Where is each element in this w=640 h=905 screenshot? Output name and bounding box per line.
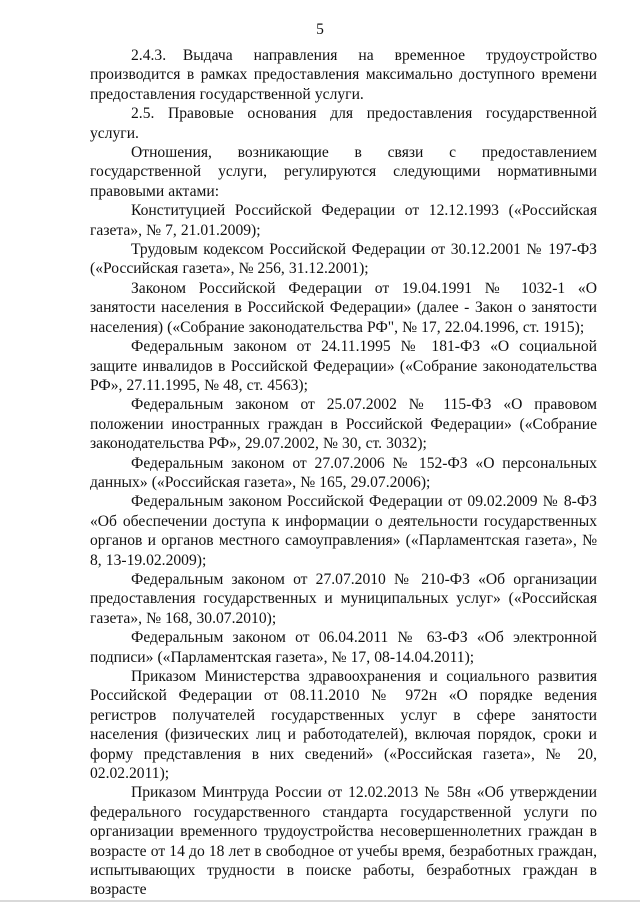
paragraph-2-5-heading: 2.5. Правовые основания для предоставления государственной услуги. bbox=[90, 105, 597, 142]
paragraph-employment-law: Законом Российской Федерации от 19.04.1991 № 1032-1 «О занятости населения в Российской Федерации» (далее - Закон о занятости населения) («Собрание законодательства РФ", № 17, 22.04.1996, ст. 1915); bbox=[90, 279, 597, 336]
paragraph-ministry-order-972n: Приказом Министерства здравоохранения и социального развития Российской Федерации от 08.11.2010 № 972н «О порядке ведения регистров получателей государственных услуг в сфере занятости населения (физических лиц и работодателей), включая порядок, сроки и форму представления в них сведений» («Российская газета», № 20, 02.02.2011); bbox=[90, 668, 597, 783]
paragraph-public-services-law: Федеральным законом от 27.07.2010 № 210-ФЗ «Об организации предоставления государственных и муниципальных услуг» («Российская газета», № 168, 30.07.2010); bbox=[90, 570, 597, 627]
paragraph-constitution: Конституцией Российской Федерации от 12.12.1993 («Российская газета», № 7, 21.01.2009); bbox=[90, 202, 597, 239]
page-bottom-edge bbox=[0, 900, 640, 902]
paragraph-disabled-protection-law: Федеральным законом от 24.11.1995 № 181-ФЗ «О социальной защите инвалидов в Российской Федерации» («Собрание законодательства РФ», 27.11.1995, № 48, ст. 4563); bbox=[90, 338, 597, 394]
paragraph-foreign-citizens-law: Федеральным законом от 25.07.2002 № 115-ФЗ «О правовом положении иностранных граждан в Российской Федерации» («Собрание законодательства РФ», 29.07.2002, № 30, ст. 3032); bbox=[90, 396, 597, 453]
paragraph-labor-code: Трудовым кодексом Российской Федерации от 30.12.2001 № 197-ФЗ («Российская газета», № 256, 31.12.2001); bbox=[90, 241, 597, 278]
paragraph-personal-data-law: Федеральным законом от 27.07.2006 № 152-ФЗ «О персональных данных» («Российская газета», № 165, 29.07.2006); bbox=[90, 454, 597, 491]
page-number: 5 bbox=[316, 21, 324, 38]
paragraph-mintrud-order-58n: Приказом Минтруда России от 12.02.2013 № 58н «Об утверждении федерального государственного стандарта государственной услуги по организации временного трудоустройства несовершеннолетних граждан в возрасте от 14 до 18 лет в свободное от учебы время, безработных граждан, испытывающих трудности в поиске работы, безработных граждан в возрасте bbox=[90, 784, 597, 899]
paragraph-information-access-law: Федеральным законом Российской Федерации от 09.02.2009 № 8-ФЗ «Об обеспечении доступа к информации о деятельности государственных органов и органов местного самоуправления» («Парламентская газета», № 8, 13-19.02.2009); bbox=[90, 493, 597, 569]
paragraph-electronic-signature-law: Федеральным законом от 06.04.2011 № 63-ФЗ «Об электронной подписи» («Парламентская газета», № 17, 08-14.04.2011); bbox=[90, 629, 597, 666]
paragraph-legal-relations: Отношения, возникающие в связи с предоставлением государственной услуги, регулируются следующими нормативными правовыми актами: bbox=[90, 144, 597, 200]
paragraph-2-4-3: 2.4.3. Выдача направления на временное трудоустройство производится в рамках предоставления максимально доступного времени предоставления государственной услуги. bbox=[90, 47, 597, 103]
document-body bbox=[90, 46, 597, 900]
